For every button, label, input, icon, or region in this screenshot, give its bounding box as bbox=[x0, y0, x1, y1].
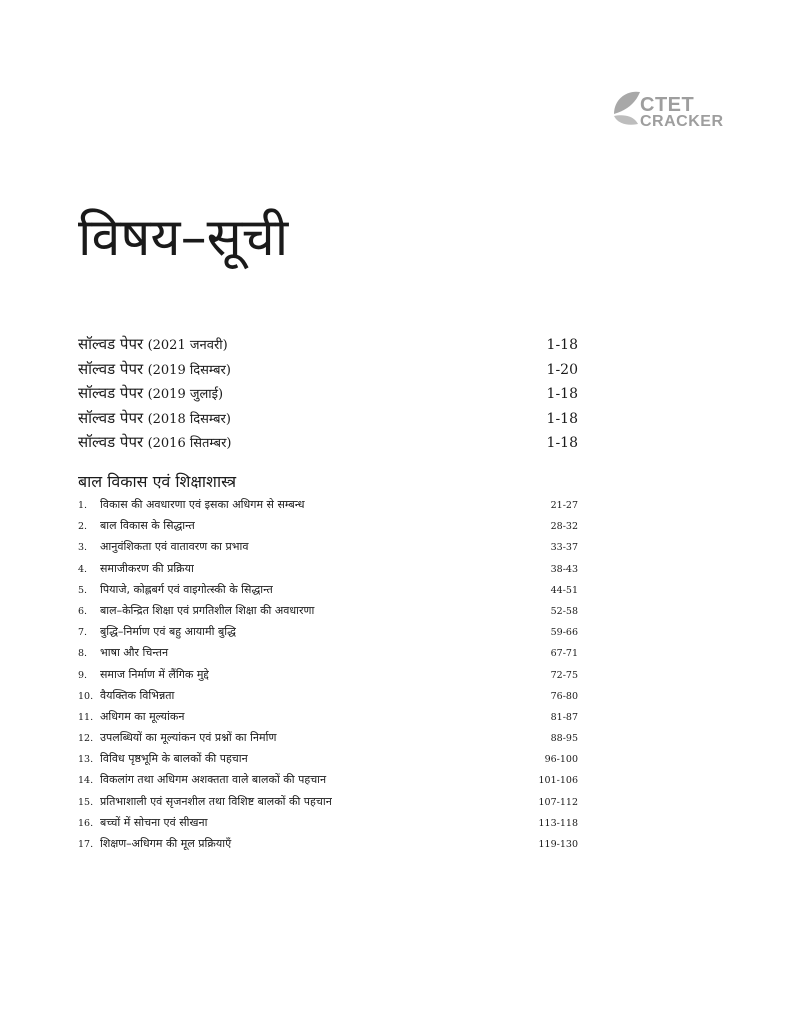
chapter-pages: 88-95 bbox=[550, 733, 578, 745]
chapter-number: 17. bbox=[78, 839, 94, 850]
chapter-pages: 119-130 bbox=[538, 839, 578, 850]
chapter-row bbox=[78, 645, 578, 666]
chapter-row bbox=[78, 667, 578, 688]
chapter-title: प्रतिभाशाली एवं सृजनशील तथा विशिष्ट बालकों की पहचान bbox=[100, 794, 332, 808]
chapter-row bbox=[78, 751, 578, 772]
chapter-title: बाल विकास के सिद्धान्त bbox=[100, 519, 195, 533]
chapter-row bbox=[78, 836, 578, 857]
paper-detail: (2016 सितम्बर) bbox=[147, 436, 232, 451]
solved-paper-row bbox=[78, 334, 578, 359]
chapter-row bbox=[78, 518, 578, 539]
chapter-pages: 21-27 bbox=[550, 500, 578, 511]
chapter-row bbox=[78, 582, 578, 603]
paper-detail: (2019 दिसम्बर) bbox=[147, 362, 231, 378]
chapter-number: 14. bbox=[78, 775, 94, 787]
solved-paper-row bbox=[78, 432, 578, 457]
paper-pages: 1-18 bbox=[546, 435, 578, 451]
solved-paper-row bbox=[78, 383, 578, 408]
chapter-title: विकास की अवधारणा एवं इसका अधिगम से सम्बन्ध bbox=[100, 498, 305, 511]
paper-detail: (2021 जनवरी) bbox=[147, 338, 228, 353]
chapter-number: 16. bbox=[78, 817, 94, 829]
chapter-pages: 113-118 bbox=[538, 817, 578, 829]
chapter-row bbox=[78, 561, 578, 582]
logo-text-ctet: CTET bbox=[640, 94, 695, 116]
chapter-title: विविध पृष्ठभूमि के बालकों की पहचान bbox=[100, 752, 248, 766]
chapter-pages: 44-51 bbox=[550, 584, 578, 596]
paper-label: सॉल्वड पेपर bbox=[78, 359, 144, 378]
chapter-pages: 28-32 bbox=[550, 521, 578, 533]
paper-pages: 1-18 bbox=[546, 386, 578, 402]
chapter-pages: 67-71 bbox=[550, 648, 578, 660]
chapter-title: आनुवंशिकता एवं वातावरण का प्रभाव bbox=[100, 540, 249, 554]
chapter-row bbox=[78, 603, 578, 624]
chapter-list bbox=[78, 497, 578, 857]
chapter-pages: 76-80 bbox=[550, 690, 578, 702]
chapter-number: 7. bbox=[78, 627, 88, 639]
chapter-title: पियाजे, कोह्लबर्ग एवं वाइगोत्स्की के सिद्धान्त bbox=[100, 582, 273, 596]
chapter-number: 12. bbox=[78, 733, 94, 745]
chapter-pages: 96-100 bbox=[544, 754, 578, 766]
chapter-row bbox=[78, 772, 578, 793]
chapter-pages: 81-87 bbox=[550, 711, 578, 723]
chapter-number: 8. bbox=[78, 648, 88, 660]
chapter-title: शिक्षण–अधिगम की मूल प्रक्रियाएँ bbox=[100, 837, 232, 850]
chapter-row bbox=[78, 730, 578, 751]
paper-label: सॉल्वड पेपर bbox=[78, 335, 144, 353]
solved-papers-list bbox=[78, 334, 578, 457]
chapter-pages: 101-106 bbox=[538, 775, 578, 787]
chapter-row bbox=[78, 709, 578, 730]
solved-paper-row bbox=[78, 359, 578, 384]
chapter-title: वैयक्तिक विभिन्नता bbox=[100, 688, 175, 702]
logo-text-cracker: CRACKER bbox=[640, 113, 724, 130]
chapter-pages: 38-43 bbox=[550, 563, 578, 575]
chapter-number: 9. bbox=[78, 669, 88, 681]
paper-pages: 1-20 bbox=[546, 361, 578, 378]
chapter-row bbox=[78, 815, 578, 836]
chapter-pages: 52-58 bbox=[550, 605, 578, 617]
chapter-title: अधिगम का मूल्यांकन bbox=[100, 709, 185, 723]
solved-paper-row bbox=[78, 408, 578, 433]
leaf-logo-icon bbox=[610, 88, 644, 128]
chapter-number: 5. bbox=[78, 584, 88, 596]
chapter-number: 15. bbox=[78, 796, 94, 808]
chapter-row bbox=[78, 497, 578, 518]
chapter-number: 3. bbox=[78, 542, 88, 554]
chapter-title: बाल–केन्द्रित शिक्षा एवं प्रगतिशील शिक्षा की अवधारणा bbox=[100, 603, 315, 617]
chapter-number: 2. bbox=[78, 521, 88, 533]
chapter-number: 10. bbox=[78, 690, 94, 702]
paper-detail: (2019 जुलाई) bbox=[147, 387, 224, 402]
chapter-title: विकलांग तथा अधिगम अशक्तता वाले बालकों की पहचान bbox=[100, 773, 327, 787]
paper-label: सॉल्वड पेपर bbox=[78, 433, 144, 451]
chapter-number: 11. bbox=[78, 711, 94, 723]
chapter-row bbox=[78, 539, 578, 560]
chapter-title: बुद्धि–निर्माण एवं बहु आयामी बुद्धि bbox=[100, 625, 236, 639]
paper-detail: (2018 दिसम्बर) bbox=[147, 411, 231, 427]
chapter-pages: 59-66 bbox=[550, 627, 578, 639]
paper-label: सॉल्वड पेपर bbox=[78, 408, 144, 427]
chapter-row bbox=[78, 794, 578, 815]
paper-pages: 1-18 bbox=[546, 337, 578, 353]
chapter-pages: 33-37 bbox=[550, 542, 578, 554]
chapter-number: 4. bbox=[78, 563, 88, 575]
chapter-title: भाषा और चिन्तन bbox=[100, 646, 169, 660]
paper-pages: 1-18 bbox=[546, 410, 578, 427]
chapter-number: 13. bbox=[78, 754, 94, 766]
paper-label: सॉल्वड पेपर bbox=[78, 384, 144, 402]
page-title: विषय–सूची bbox=[78, 208, 289, 268]
chapter-row bbox=[78, 624, 578, 645]
chapter-row bbox=[78, 688, 578, 709]
chapter-title: समाज निर्माण में लैंगिक मुद्दे bbox=[100, 667, 209, 681]
ctet-cracker-logo bbox=[610, 88, 730, 136]
chapter-number: 6. bbox=[78, 605, 88, 617]
chapter-title: बच्चों में सोचना एवं सीखना bbox=[100, 815, 208, 829]
chapter-title: उपलब्धियों का मूल्यांकन एवं प्रश्नों का निर्माण bbox=[100, 731, 277, 745]
chapter-number: 1. bbox=[78, 500, 88, 511]
chapter-title: समाजीकरण की प्रक्रिया bbox=[100, 561, 194, 575]
chapter-pages: 72-75 bbox=[550, 669, 578, 681]
chapter-pages: 107-112 bbox=[538, 796, 578, 808]
section-heading: बाल विकास एवं शिक्षाशास्त्र bbox=[78, 472, 237, 491]
